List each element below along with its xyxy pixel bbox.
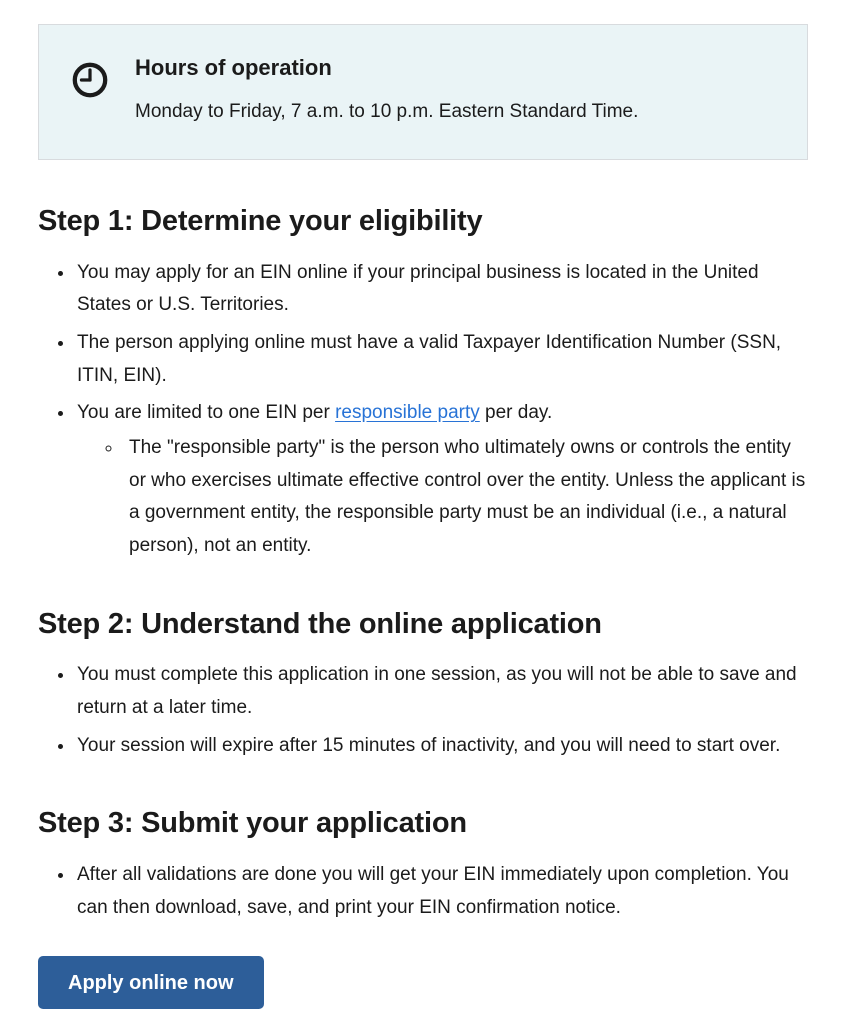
hours-of-operation-text: Monday to Friday, 7 a.m. to 10 p.m. Eastern Standard Time. [135,101,639,123]
hours-of-operation-body [135,55,775,127]
bullet-list [38,257,808,563]
sub-list-item: ◦ The "responsible party" is the person who ultimately owns or controls the entity or who exercises ultimate effective control over the entity. Unless the applicant is a government entity, the responsible party must be an individual (i.e., a natural person), not an entity. [123,432,808,563]
step-heading: Step 1: Determine your eligibility [38,204,483,237]
steps-container [38,204,808,925]
step-section-1 [38,204,808,563]
hours-of-operation-box [38,24,808,160]
list-item-text: Your session will expire after 15 minutes of inactivity, and you will need to start over. [77,734,781,756]
clock-icon [71,61,109,99]
list-item-text: The person applying online must have a valid Taxpayer Identification Number (SSN, ITIN, EIN). [77,331,782,386]
list-item-text: You are limited to one EIN per [77,402,336,424]
apply-online-button[interactable]: Apply online now [38,956,264,1009]
sub-bullet-list [77,432,808,563]
bullet-list [38,859,808,924]
bullet-list [38,659,808,762]
step-heading: Step 3: Submit your application [38,807,467,840]
list-item [75,327,808,392]
list-item [75,859,808,924]
step-heading: Step 2: Understand the online application [38,607,602,640]
hours-of-operation-title: Hours of operation [135,55,332,80]
step-section-3 [38,806,808,924]
step-section-2 [38,607,808,763]
list-item-text: You must complete this application in one session, as you will not be able to save and return at a later time. [77,664,797,719]
responsible-party-link[interactable]: responsible party [335,402,480,424]
list-item [75,659,808,724]
list-item-text: After all validations are done you will get your EIN immediately upon completion. You can then download, save, and print your EIN confirmation notice. [77,864,789,918]
list-item [75,730,808,763]
list-item [75,397,808,562]
list-item-text: You may apply for an EIN online if your principal business is located in the United States or U.S. Territories. [77,261,759,316]
list-item [75,257,808,322]
list-item-text: per day. [479,402,553,424]
